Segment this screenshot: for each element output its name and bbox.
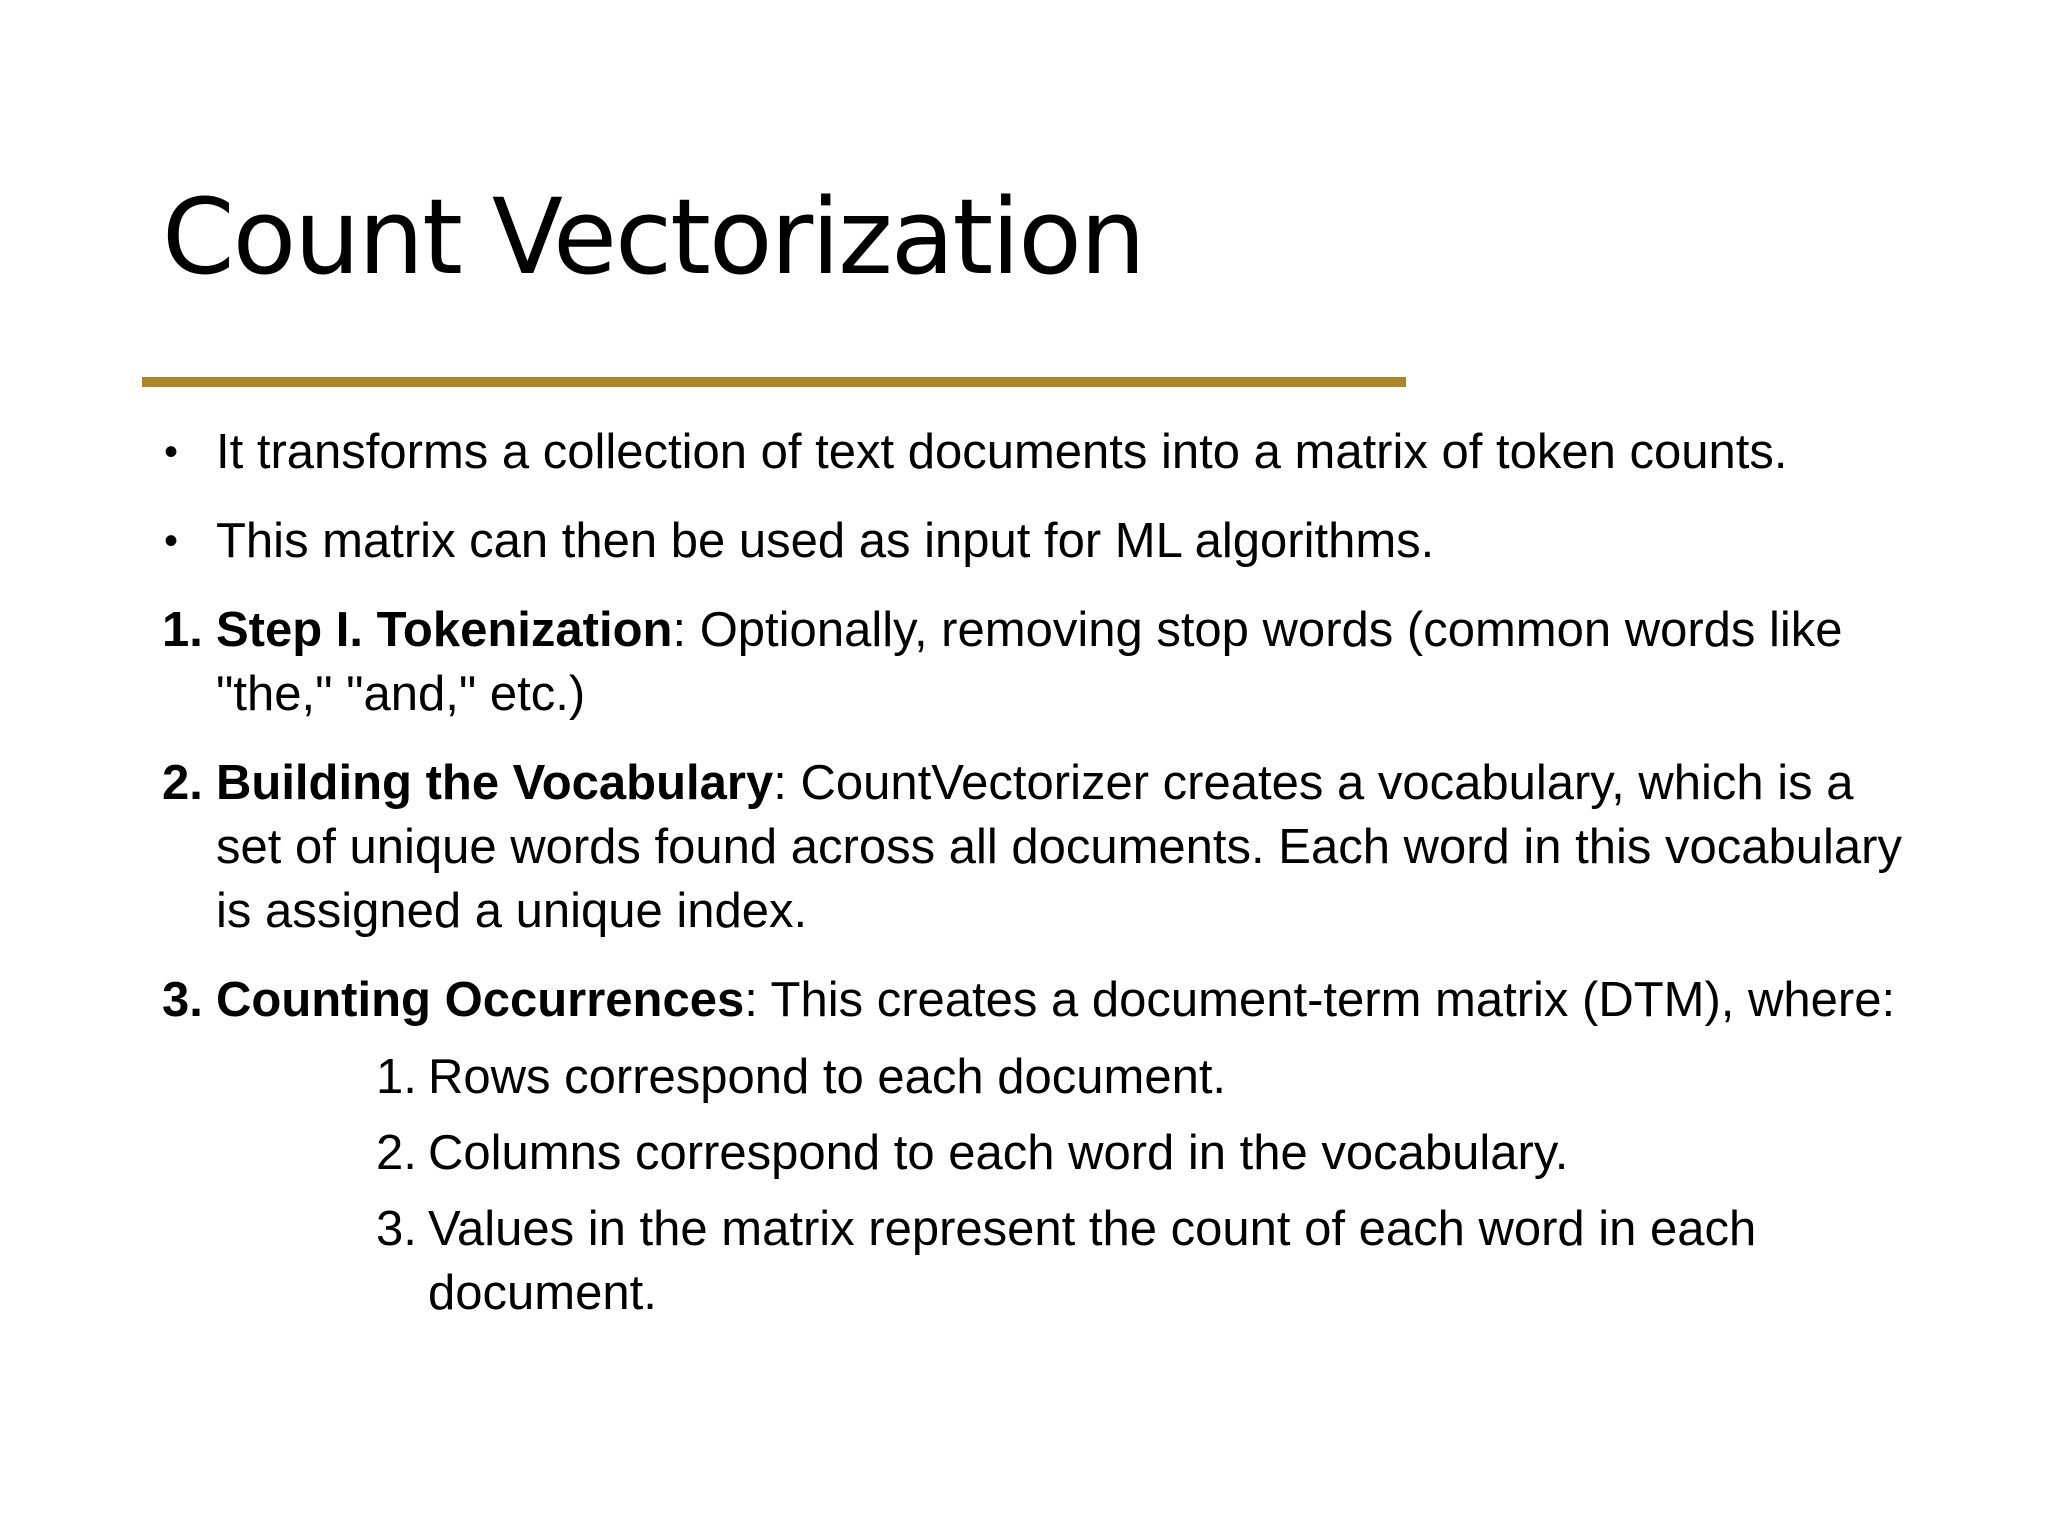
step-description: : This creates a document-term matrix (DTM), where:	[744, 973, 1896, 1027]
step-number: 3.	[162, 973, 203, 1027]
bullet-text: It transforms a collection of text documents into a matrix of token counts.	[216, 425, 1788, 479]
bullet-text: This matrix can then be used as input for ML algorithms.	[216, 514, 1435, 568]
sublist-text: Values in the matrix represent the count of each word in each document.	[428, 1202, 1757, 1320]
step-term: Step I. Tokenization	[216, 603, 673, 657]
numbered-step-item	[162, 968, 1922, 1032]
step-number: 1.	[162, 603, 203, 657]
sublist-number: 1.	[376, 1050, 417, 1104]
slide-title: Count Vectorization	[162, 176, 1144, 298]
bullet-marker: •	[164, 519, 179, 563]
step-term: Counting Occurrences	[216, 973, 745, 1027]
slide-body	[162, 420, 1922, 1337]
step-description: : CountVectorizer creates a vocabulary, which is a set of unique words found across all documents. Each word in this vocabulary is assigned a unique index.	[216, 756, 1902, 938]
sublist-item	[376, 1121, 1922, 1185]
numbered-step-item	[162, 751, 1922, 943]
bullet-marker: •	[164, 430, 179, 474]
sublist-text: Rows correspond to each document.	[428, 1050, 1227, 1104]
sublist-number: 2.	[376, 1126, 417, 1180]
bullet-item	[162, 420, 1922, 484]
step-term: Building the Vocabulary	[216, 756, 774, 810]
sublist-number: 3.	[376, 1202, 417, 1256]
sublist-item	[376, 1045, 1922, 1109]
title-underline	[142, 377, 1406, 387]
step-number: 2.	[162, 756, 203, 810]
numbered-step-item	[162, 598, 1922, 726]
dtm-sublist	[162, 1045, 1922, 1325]
sublist-item	[376, 1197, 1922, 1325]
step-description: : Optionally, removing stop words (common words like "the," "and," etc.)	[216, 603, 1843, 721]
bullet-item	[162, 509, 1922, 573]
sublist-text: Columns correspond to each word in the vocabulary.	[428, 1126, 1569, 1180]
